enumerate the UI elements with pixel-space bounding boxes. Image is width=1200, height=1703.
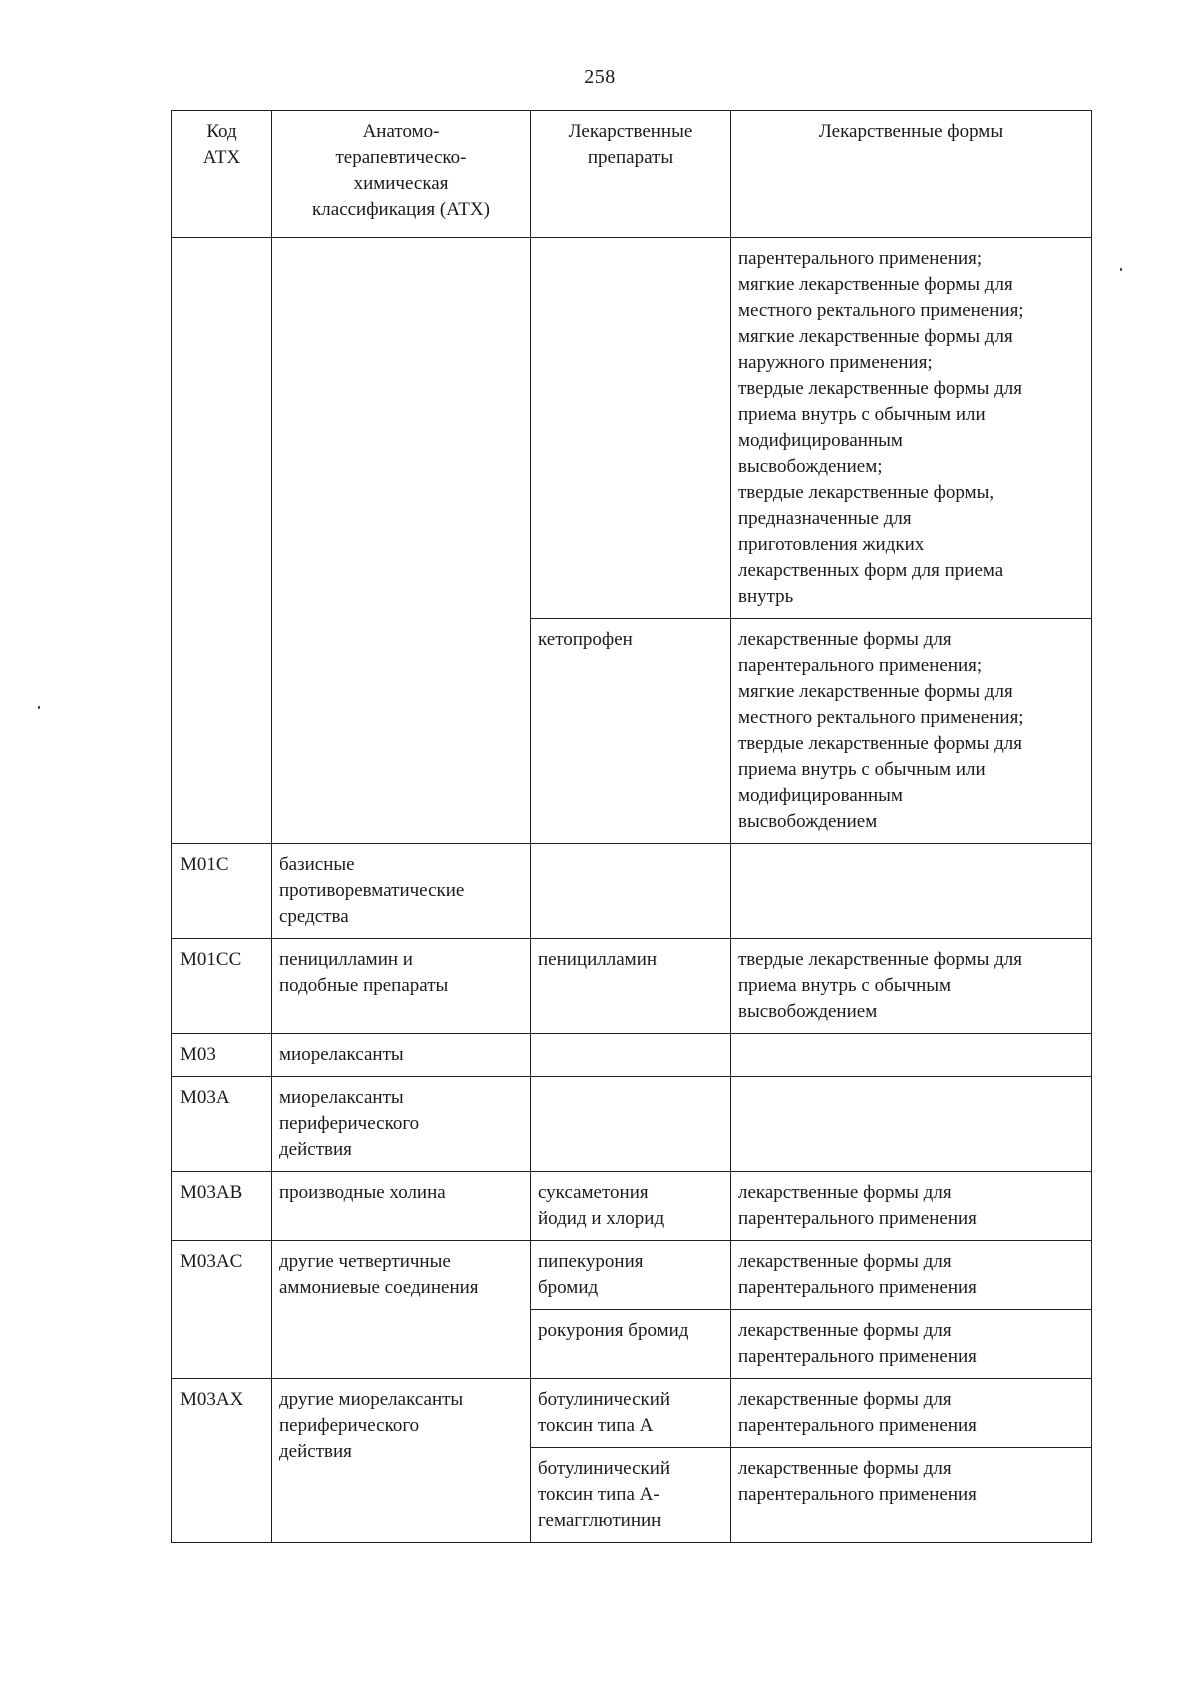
drug-line: кетопрофен: [538, 629, 633, 650]
header-drugs-line: Лекарственные: [568, 121, 693, 142]
forms-line: лекарственные формы для: [738, 1251, 952, 1272]
drug-cell: [531, 619, 731, 844]
forms-line: парентерального применения;: [738, 248, 983, 269]
forms-line: мягкие лекарственные формы для: [738, 326, 1013, 347]
page-number: 258: [584, 66, 616, 88]
code-cell: [172, 238, 272, 844]
table-row: [172, 1241, 1092, 1310]
forms-cell: [731, 1172, 1092, 1241]
forms-cell: [731, 1310, 1092, 1379]
forms-line: лекарственные формы для: [738, 1320, 952, 1341]
class-line: аммониевые соединения: [279, 1277, 479, 1298]
drug-cell: [531, 1310, 731, 1379]
forms-line: предназначенные для: [738, 508, 912, 529]
drug-line: йодид и хлорид: [538, 1208, 665, 1229]
code-cell: M03A: [172, 1077, 272, 1172]
class-line: другие миорелаксанты: [279, 1389, 464, 1410]
code-cell: M01C: [172, 844, 272, 939]
header-code-line: АТХ: [202, 147, 241, 168]
drug-cell: [531, 844, 731, 939]
header-class-line: химическая: [353, 173, 449, 194]
class-line: производные холина: [279, 1182, 446, 1203]
forms-line: мягкие лекарственные формы для: [738, 681, 1013, 702]
forms-cell: [731, 1241, 1092, 1310]
header-code: [172, 111, 272, 238]
drug-line: суксаметония: [538, 1182, 649, 1203]
class-line: миорелаксанты: [279, 1044, 404, 1065]
header-drugs-line: препараты: [587, 147, 674, 168]
table-row: [172, 1034, 1092, 1077]
header-code-line: Код: [206, 121, 237, 142]
header-drugs: [531, 111, 731, 238]
class-cell: [272, 939, 531, 1034]
forms-line: парентерального применения: [738, 1346, 977, 1367]
drug-cell: [531, 238, 731, 619]
drug-line: пеницилламин: [538, 949, 658, 970]
scan-speck: [38, 706, 40, 709]
class-line: миорелаксанты: [279, 1087, 404, 1108]
forms-line: лекарственные формы для: [738, 629, 952, 650]
forms-line: твердые лекарственные формы,: [738, 482, 995, 503]
class-line: действия: [279, 1139, 352, 1160]
table-row: [172, 939, 1092, 1034]
class-line: базисные: [279, 854, 355, 875]
class-cell: [272, 1172, 531, 1241]
class-cell: [272, 1034, 531, 1077]
drug-line: токсин типа А: [538, 1415, 654, 1436]
forms-line: высвобождением;: [738, 456, 883, 477]
forms-cell: [731, 1077, 1092, 1172]
header-class-line: терапевтическо-: [335, 147, 467, 168]
forms-line: твердые лекарственные формы для: [738, 733, 1023, 754]
forms-cell: [731, 619, 1092, 844]
code-cell: M03: [172, 1034, 272, 1077]
class-line: пеницилламин и: [279, 949, 413, 970]
class-line: средства: [279, 906, 349, 927]
forms-cell: [731, 1034, 1092, 1077]
forms-line: высвобождением: [738, 811, 878, 832]
drug-cell: [531, 1077, 731, 1172]
forms-line: местного ректального применения;: [738, 300, 1024, 321]
drug-cell: [531, 1241, 731, 1310]
forms-line: твердые лекарственные формы для: [738, 378, 1023, 399]
forms-line: приготовления жидких: [738, 534, 925, 555]
drug-cell: [531, 1034, 731, 1077]
forms-line: высвобождением: [738, 1001, 878, 1022]
forms-line: лекарственные формы для: [738, 1182, 952, 1203]
class-line: периферического: [279, 1113, 420, 1134]
class-cell: [272, 1241, 531, 1379]
header-forms-line: Лекарственные формы: [818, 121, 1004, 142]
forms-line: твердые лекарственные формы для: [738, 949, 1023, 970]
scan-speck: [1120, 268, 1122, 271]
table-row: [172, 1379, 1092, 1448]
class-cell: [272, 1077, 531, 1172]
forms-line: внутрь: [738, 586, 794, 607]
code-cell: M03AC: [172, 1241, 272, 1379]
header-class-line: Анатомо-: [362, 121, 440, 142]
class-line: подобные препараты: [279, 975, 449, 996]
class-line: периферического: [279, 1415, 420, 1436]
code-cell: M03AX: [172, 1379, 272, 1543]
forms-line: парентерального применения: [738, 1484, 977, 1505]
forms-line: парентерального применения: [738, 1277, 977, 1298]
drug-line: ботулинический: [538, 1389, 671, 1410]
forms-cell: [731, 939, 1092, 1034]
drug-line: пипекурония: [538, 1251, 644, 1272]
forms-line: модифицированным: [738, 785, 903, 806]
drug-line: рокурония бромид: [538, 1320, 689, 1341]
forms-line: парентерального применения: [738, 1415, 977, 1436]
header-forms: [731, 111, 1092, 238]
code-cell: M03AB: [172, 1172, 272, 1241]
forms-line: модифицированным: [738, 430, 903, 451]
header-row: [172, 111, 1092, 238]
drug-cell: [531, 1448, 731, 1543]
drug-line: токсин типа А-: [538, 1484, 660, 1505]
drug-line: ботулинический: [538, 1458, 671, 1479]
class-cell: [272, 844, 531, 939]
atc-table: [171, 110, 1092, 1543]
header-classification: [272, 111, 531, 238]
forms-line: парентерального применения;: [738, 655, 983, 676]
forms-line: лекарственных форм для приема: [738, 560, 1004, 581]
class-line: другие четвертичные: [279, 1251, 451, 1272]
table-row: [172, 1077, 1092, 1172]
forms-line: парентерального применения: [738, 1208, 977, 1229]
drug-line: гемагглютинин: [538, 1510, 662, 1531]
forms-line: наружного применения;: [738, 352, 933, 373]
drug-cell: [531, 1172, 731, 1241]
class-line: противоревматические: [279, 880, 465, 901]
forms-line: приема внутрь с обычным или: [738, 404, 986, 425]
drug-cell: [531, 1379, 731, 1448]
class-line: действия: [279, 1441, 352, 1462]
drug-line: бромид: [538, 1277, 599, 1298]
forms-cell: [731, 844, 1092, 939]
header-class-line: классификация (АТХ): [312, 199, 490, 220]
forms-line: лекарственные формы для: [738, 1458, 952, 1479]
forms-cell: [731, 1379, 1092, 1448]
forms-line: мягкие лекарственные формы для: [738, 274, 1013, 295]
forms-line: местного ректального применения;: [738, 707, 1024, 728]
forms-cell: [731, 1448, 1092, 1543]
class-cell: [272, 238, 531, 844]
code-cell: M01CC: [172, 939, 272, 1034]
forms-line: приема внутрь с обычным: [738, 975, 952, 996]
forms-line: приема внутрь с обычным или: [738, 759, 986, 780]
forms-line: лекарственные формы для: [738, 1389, 952, 1410]
table-row: [172, 844, 1092, 939]
table-row: [172, 1172, 1092, 1241]
class-cell: [272, 1379, 531, 1543]
drug-cell: [531, 939, 731, 1034]
table-row: [172, 238, 1092, 619]
forms-cell: [731, 238, 1092, 619]
